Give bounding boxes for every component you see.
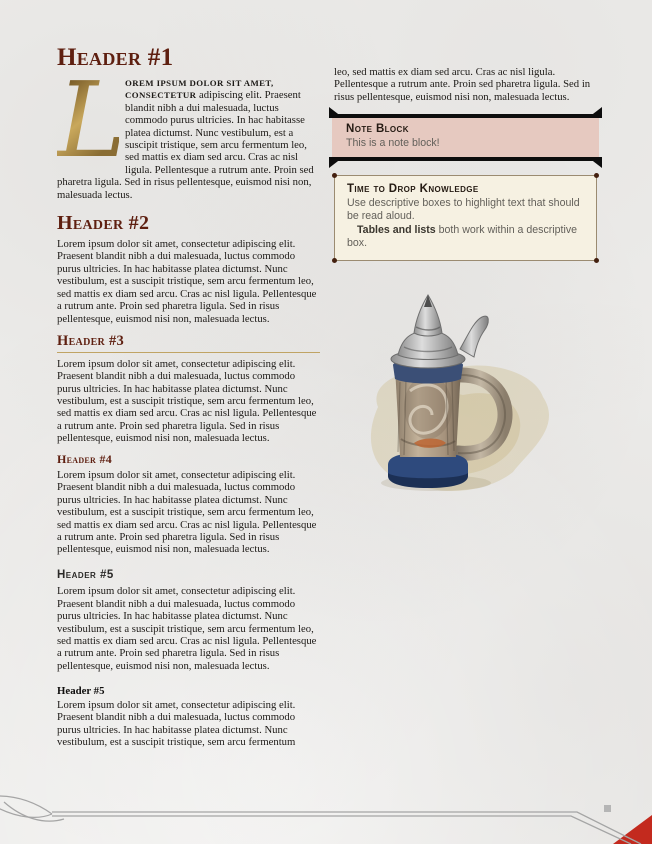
corner-dot	[332, 258, 337, 263]
header-2: Header #2	[57, 212, 150, 235]
corner-dot	[594, 173, 599, 178]
header-1: Header #1	[57, 44, 174, 71]
header-5-bold: Header #5	[57, 685, 105, 698]
descriptive-box-line1: Use descriptive boxes to highlight text that should be read aloud.	[347, 196, 580, 223]
note-body: This is a note block!	[346, 137, 440, 150]
descriptive-box-bold-lead: Tables and lists	[357, 223, 436, 236]
stein-image	[348, 287, 553, 499]
left-column	[57, 0, 320, 749]
stein-illustration	[348, 287, 553, 499]
descriptive-box-line2-rest: both work within a descriptive box.	[347, 223, 578, 250]
descriptive-box-line2	[347, 224, 584, 251]
right-column	[334, 0, 597, 499]
header-5: Header #5	[57, 568, 114, 581]
body-paragraph: Lorem ipsum dolor sit amet, consectetur adipiscing elit. Praesent blandit nibh a dui malesuada, luctus commodo purus ultricies. In hac habitasse platea dictumst. Nunc vestibulum, est a suscipit tristique, sem arcu fermentum leo, sed mattis ex diam sed arcu. Cras ac nisl ligula. Pellentesque a rutrum ante. Proin sed pharetra ligula. Sed in risus pellentesque, euismod nisi non, malesuada lectus.	[57, 468, 317, 556]
body-paragraph: Lorem ipsum dolor sit amet, consectetur adipiscing elit. Praesent blandit nibh a dui malesuada, luctus commodo purus ultricies. In hac habitasse platea dictumst. Nunc vestibulum, est a suscipit tristique, sem arcu fermentum leo, sed mattis ex diam sed arcu. Cras ac nisl ligula. Pellentesque a rutrum ante. Proin sed pharetra ligula. Sed in risus pellentesque, euismod nisi non, malesuada lectus.	[57, 238, 317, 325]
corner-dot	[332, 173, 337, 178]
intro-paragraph	[57, 59, 320, 201]
leaf-flourish	[0, 796, 64, 821]
truncated-paragraph: Lorem ipsum dolor sit amet, consectetur adipiscing elit. Praesent blandit nibh a dui malesuada, luctus commodo purus ultricies. In hac habitasse platea dictumst. Nunc vestibulum, est a suscipit tristique, sem arcu fermentum	[57, 699, 296, 749]
descriptive-box	[334, 175, 597, 261]
continuation-paragraph: leo, sed mattis ex diam sed arcu. Cras ac nisl ligula. Pellentesque a rutrum ante. Proin sed pharetra ligula. Sed in risus pellentesque, euismod nisi non, malesuada lectus.	[334, 66, 591, 103]
note-bottom-bar	[329, 157, 602, 168]
lead-smallcaps-text: OREM IPSUM DOLOR SIT AMET, CONSECTETUR	[125, 78, 274, 101]
note-title: Note Block	[346, 123, 409, 136]
drop-cap-letter: L	[57, 59, 127, 181]
header-4: Header #4	[57, 451, 113, 466]
header-3: Header #3	[57, 334, 320, 353]
note-block	[332, 117, 599, 158]
footer-rule	[52, 812, 641, 844]
footer-square-dot	[604, 805, 611, 812]
corner-dot	[594, 258, 599, 263]
descriptive-box-title: Time to Drop Knowledge	[347, 182, 479, 195]
footer-ornament	[0, 794, 652, 844]
paragraph-text: adipiscing elit. Praesent blandit nibh a dui malesuada, luctus commodo purus ultricies. In hac habitasse platea dictumst. Nunc vestibulum, est a suscipit tristique, sem arcu fermentum leo, sed mattis ex diam sed arcu. Cras ac nisl ligula. Pellentesque a rutrum ante. Proin sed pharetra ligula. Sed in risus pellentesque, euismod nisi non, malesuada lectus.	[57, 89, 314, 201]
note-top-bar	[329, 107, 602, 118]
body-paragraph: Lorem ipsum dolor sit amet, consectetur adipiscing elit. Praesent blandit nibh a dui malesuada, luctus commodo purus ultricies. In hac habitasse platea dictumst. Nunc vestibulum, est a suscipit tristique, sem arcu fermentum leo, sed mattis ex diam sed arcu. Cras ac nisl ligula. Pellentesque a rutrum ante. Proin sed pharetra ligula. Sed in risus pellentesque, euismod nisi non, malesuada lectus.	[57, 357, 317, 445]
body-paragraph: Lorem ipsum dolor sit amet, consectetur adipiscing elit. Praesent blandit nibh a dui malesuada, luctus commodo purus ultricies. In hac habitasse platea dictumst. Nunc vestibulum, est a suscipit tristique, sem arcu fermentum leo, sed mattis ex diam sed arcu. Cras ac nisl ligula. Pellentesque a rutrum ante. Proin sed pharetra ligula. Sed in risus pellentesque, euismod nisi non, malesuada lectus.	[57, 585, 317, 672]
